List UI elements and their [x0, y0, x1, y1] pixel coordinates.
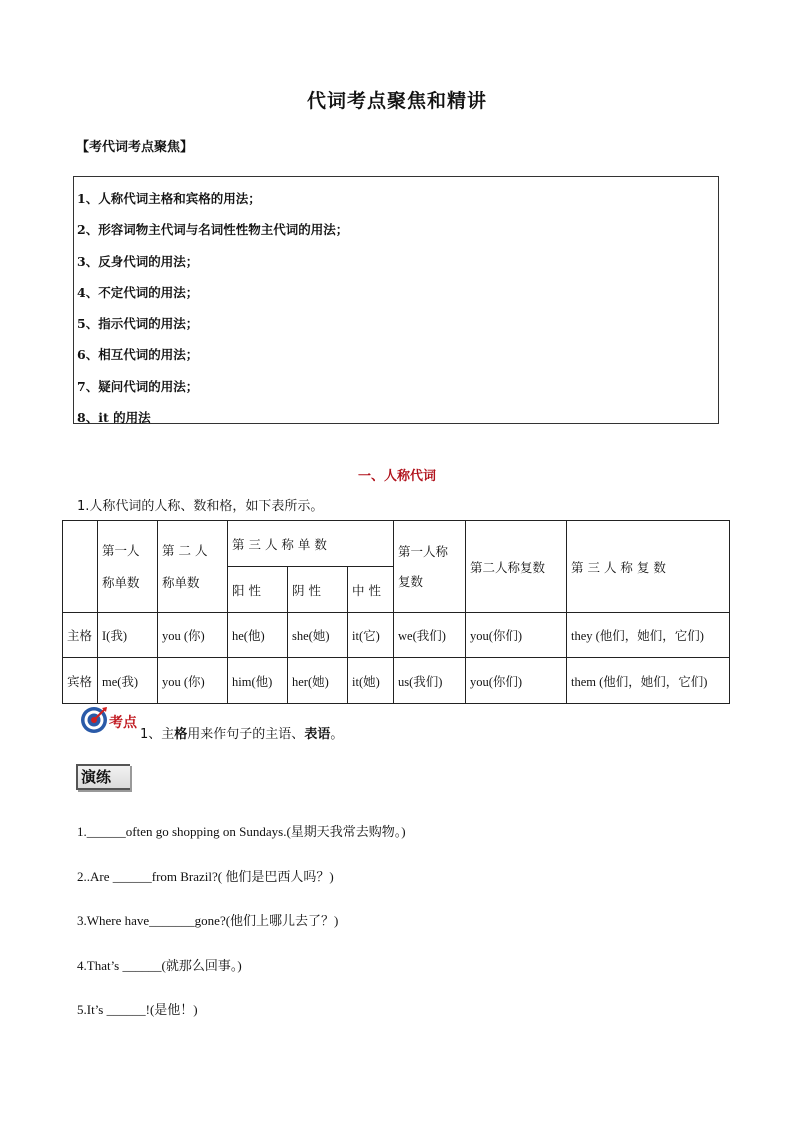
header-second-singular: 第 二 人 称单数 [158, 521, 228, 613]
practice-badge: 演练 [76, 764, 130, 790]
table-cell: it(她) [348, 658, 394, 704]
header-third-plural: 第 三 人 称 复 数 [567, 521, 730, 613]
exercise-item: 1.______often go shopping on Sundays.(星期天我常去购物。) [77, 824, 406, 839]
target-icon [80, 706, 108, 734]
table-cell: her(她) [288, 658, 348, 704]
table-cell: me(我) [98, 658, 158, 704]
exercise-item: 2..Are ______from Brazil?( 他们是巴西人吗？) [77, 869, 334, 884]
pronoun-table [62, 520, 730, 704]
key-point-item: 8、it 的用法 [77, 410, 151, 426]
exercise-item: 4.That’s ______(就那么回事。) [77, 958, 242, 973]
header-feminine: 阴 性 [288, 567, 348, 613]
table-row-nominative [63, 613, 730, 658]
header-masculine: 阳 性 [228, 567, 288, 613]
table-cell: it(它) [348, 613, 394, 658]
intro-text: 1.人称代词的人称、数和格，如下表所示。 [77, 499, 324, 514]
row-label-objective: 宾格 [63, 658, 98, 704]
header-third-singular: 第 三 人 称 单 数 [228, 521, 394, 567]
key-point-item: 4、不定代词的用法； [77, 284, 199, 300]
key-point-item: 5、指示代词的用法； [77, 316, 199, 332]
table-cell: we(我们) [394, 613, 466, 658]
kaodian-text: 1、主格用来作句子的主语、表语。 [140, 727, 344, 742]
table-cell: him(他) [228, 658, 288, 704]
exercise-item: 5.It’s ______!(是他！) [77, 1002, 198, 1017]
header-first-singular: 第一人 称单数 [98, 521, 158, 613]
key-point-item: 2、形容词物主代词与名词性性物主代词的用法； [77, 222, 349, 238]
table-cell: you(你们) [466, 658, 567, 704]
key-point-item: 7、疑问代词的用法； [77, 378, 199, 394]
key-points-box [73, 176, 719, 424]
table-cell: us(我们) [394, 658, 466, 704]
key-point-item: 3、反身代词的用法； [77, 253, 199, 269]
table-cell: they (他们，她们，它们) [567, 613, 730, 658]
table-cell: you (你) [158, 658, 228, 704]
section-label: 【考代词考点聚焦】 [76, 140, 194, 155]
exercise-item: 3.Where have_______gone?(他们上哪儿去了？) [77, 913, 339, 928]
page-title: 代词考点聚焦和精讲 [306, 90, 487, 112]
table-cell: you(你们) [466, 613, 567, 658]
table-cell: them (他们，她们，它们) [567, 658, 730, 704]
row-label-nominative: 主格 [63, 613, 98, 658]
table-cell: he(他) [228, 613, 288, 658]
table-cell: I(我) [98, 613, 158, 658]
key-point-item: 6、相互代词的用法； [77, 347, 199, 363]
section-heading: 一、人称代词 [357, 469, 436, 484]
key-point-item: 1、人称代词主格和宾格的用法； [77, 191, 261, 206]
header-second-plural: 第二人称复数 [466, 521, 567, 613]
table-cell: you (你) [158, 613, 228, 658]
kaodian-label: 考点 [109, 715, 137, 731]
table-cell: she(她) [288, 613, 348, 658]
table-corner-cell [63, 521, 98, 613]
header-neuter: 中 性 [348, 567, 394, 613]
table-row-objective [63, 658, 730, 704]
header-first-plural: 第一人称 复数 [394, 521, 466, 613]
